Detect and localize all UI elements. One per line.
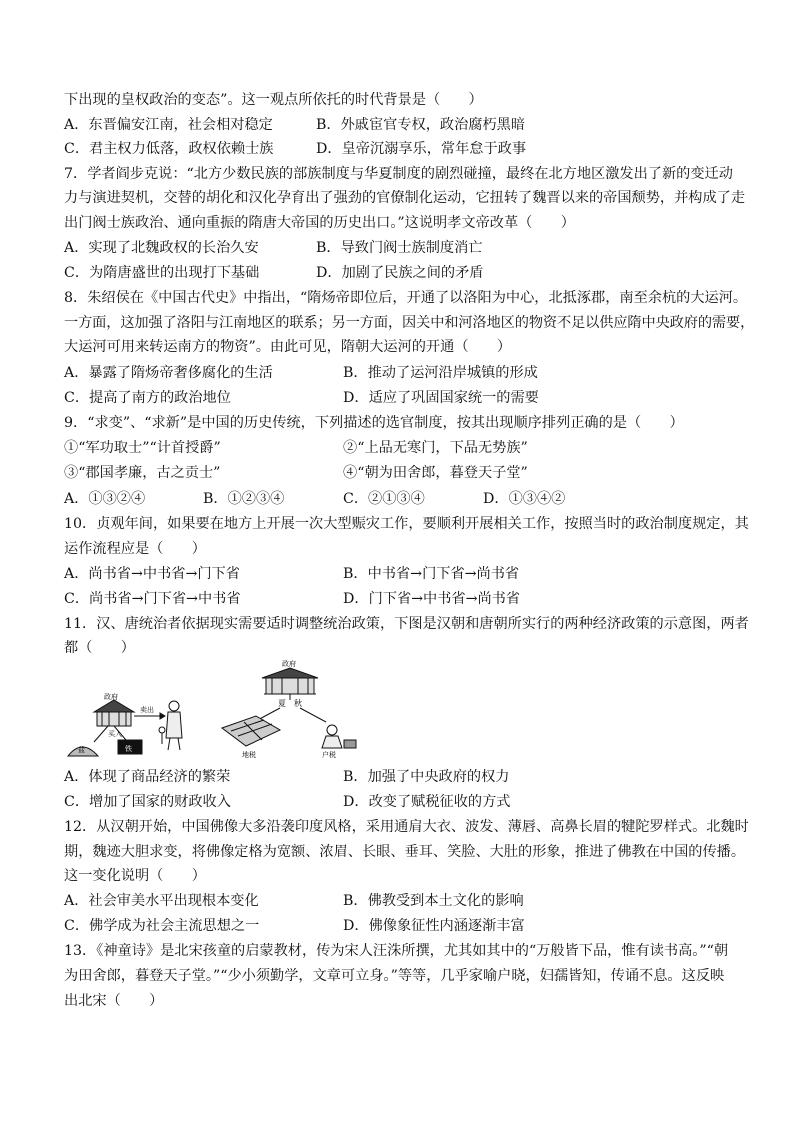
fig-left-sell-label: 卖出	[140, 706, 154, 714]
q12-option-b: B．佛教受到本土文化的影响	[343, 893, 524, 909]
q7-option-c: C．为隋唐盛世的出现打下基础	[64, 265, 260, 281]
salt-iron-monopoly-diagram	[64, 660, 194, 760]
fig-right-household-tax-label: 户税	[322, 751, 336, 759]
q11-option-c: C．增加了国家的财政收入	[64, 794, 231, 810]
q9-item-1: ①“军功取士”“计首授爵”	[64, 440, 221, 456]
q12-option-c: C．佛学成为社会主流思想之一	[64, 918, 260, 934]
q8-stem-line-3: 大运河可用来转运南方的物资”。由此可见，隋朝大运河的开通（ ）	[64, 339, 512, 355]
q8-stem-line-2: 一方面，这加强了洛阳与江南地区的联系；另一方面，因关中和河洛地区的物资不足以供应隋中央政府的需要，	[64, 315, 755, 331]
fig-right-land-tax-label: 地税	[242, 751, 256, 759]
q11-stem-line-1: 11．汉、唐统治者依据现实需要适时调整统治政策，下图是汉朝和唐朝所实行的两种经济政策的示意图，两者	[64, 616, 749, 632]
q11-option-d: D．改变了赋税征收的方式	[343, 794, 511, 810]
q8-stem-line-1: 8．朱绍侯在《中国古代史》中指出，“隋炀帝即位后，开通了以洛阳为中心，北抵涿郡，南至余杭的大运河。	[64, 290, 748, 306]
fig-left-buy-label: 买入	[108, 730, 122, 738]
q7-option-a: A．实现了北魏政权的长治久安	[64, 240, 259, 256]
q9-option-d: D．①③④②	[483, 491, 566, 507]
q11-stem-line-2: 都（ ）	[64, 640, 135, 656]
q13-stem-line-1: 13．《神童诗》是北宋孩童的启蒙教材，传为宋人汪洙所撰，尤其如其中的“万般皆下品，惟有读书高。”“朝	[64, 943, 729, 959]
q10-option-b: B．中书省→门下省→尚书省	[343, 566, 520, 582]
q8-option-d: D．适应了巩固国家统一的需要	[343, 390, 539, 406]
q11-option-b: B．加强了中央政府的权力	[343, 769, 510, 785]
fig-right-gov-label: 政府	[282, 660, 296, 668]
q12-stem-line-1: 12．从汉朝开始，中国佛像大多沿袭印度风格，采用通肩大衣、波发、薄唇、高鼻长眉的犍陀罗样式。北魏时	[64, 819, 749, 835]
fig-right-autumn-label: 秋	[294, 699, 302, 708]
q10-option-a: A．尚书省→中书省→门下省	[64, 566, 240, 582]
q9-option-a: A．①③②④	[64, 491, 146, 507]
q7-option-b: B．导致门阀士族制度消亡	[316, 240, 483, 256]
fig-left-iron-label: 铁	[125, 745, 132, 753]
q7-option-d: D．加剧了民族之间的矛盾	[316, 265, 484, 281]
q6-option-c: C．君主权力低落，政权依赖士族	[64, 141, 274, 157]
q11-figures	[64, 660, 364, 760]
q9-item-4: ④“朝为田舍郎，暮登天子堂”	[343, 465, 528, 481]
q10-option-c: C．尚书省→门下省→中书省	[64, 591, 241, 607]
fig-left-gov-label: 政府	[104, 693, 118, 701]
q9-option-b: B．①②③④	[203, 491, 285, 507]
q13-stem-line-2: 为田舍郎，暮登天子堂。”“少小须勤学，文章可立身。”等等，几乎家喻户晓，妇孺皆知，传诵不息。这反映	[64, 968, 725, 984]
q13-stem-line-3: 出北宋（ ）	[64, 993, 164, 1009]
q6-option-a: A．东晋偏安江南，社会相对稳定	[64, 117, 273, 133]
fig-right-summer-label: 夏	[278, 699, 286, 708]
q10-option-d: D．门下省→中书省→尚书省	[343, 591, 521, 607]
two-tax-system-diagram	[214, 660, 364, 760]
q9-item-2: ②“上品无寒门，下品无势族”	[343, 440, 528, 456]
q8-option-c: C．提高了南方的政治地位	[64, 390, 231, 406]
q8-option-a: A．暴露了隋炀帝奢侈腐化的生活	[64, 365, 273, 381]
q6-option-d: D．皇帝沉溺享乐，常年怠于政事	[316, 141, 527, 157]
q12-stem-line-3: 这一变化说明（ ）	[64, 868, 206, 884]
q7-stem-line-1: 7．学者阎步克说：“北方少数民族的部族制度与华夏制度的剧烈碰撞，最终在北方地区激发出了新的变迁动	[64, 166, 733, 182]
q12-option-d: D．佛像象征性内涵逐渐丰富	[343, 918, 525, 934]
q9-stem: 9．“求变”、“求新”是中国的历史传统，下列描述的选官制度，按其出现顺序排列正确的是（ ）	[64, 415, 684, 431]
q8-option-b: B．推动了运河沿岸城镇的形成	[343, 365, 538, 381]
q10-stem-line-1: 10．贞观年间，如果要在地方上开展一次大型赈灾工作，要顺利开展相关工作，按照当时的政治制度规定，其	[64, 516, 749, 532]
q9-option-c: C．②①③④	[343, 491, 425, 507]
q6-option-b: B．外戚宦官专权，政治腐朽黑暗	[316, 117, 526, 133]
q11-option-a: A．体现了商品经济的繁荣	[64, 769, 231, 785]
fig-left-salt-label: 盐	[78, 746, 85, 754]
q9-item-3: ③“郡国孝廉，古之贡士”	[64, 465, 221, 481]
q12-stem-line-2: 期，魏迹大胆求变，将佛像定格为宽额、浓眉、长眼、垂耳、笑脸、大肚的形象，推进了佛教在中国的传播。	[64, 844, 746, 860]
q7-stem-line-3: 出门阀士族政治、通向重振的隋唐大帝国的历史出口。”这说明孝文帝改革（ ）	[64, 215, 575, 231]
q10-stem-line-2: 运作流程应是（ ）	[64, 541, 206, 557]
q12-option-a: A．社会审美水平出现根本变化	[64, 893, 259, 909]
q6-stem-end: 下出现的皇权政治的变态”。这一观点所依托的时代背景是（ ）	[64, 92, 483, 108]
q7-stem-line-2: 力与演进契机，交替的胡化和汉化孕育出了强劲的官僚制化运动，它扭转了魏晋以来的帝国颓势，并构成了走	[64, 190, 746, 206]
